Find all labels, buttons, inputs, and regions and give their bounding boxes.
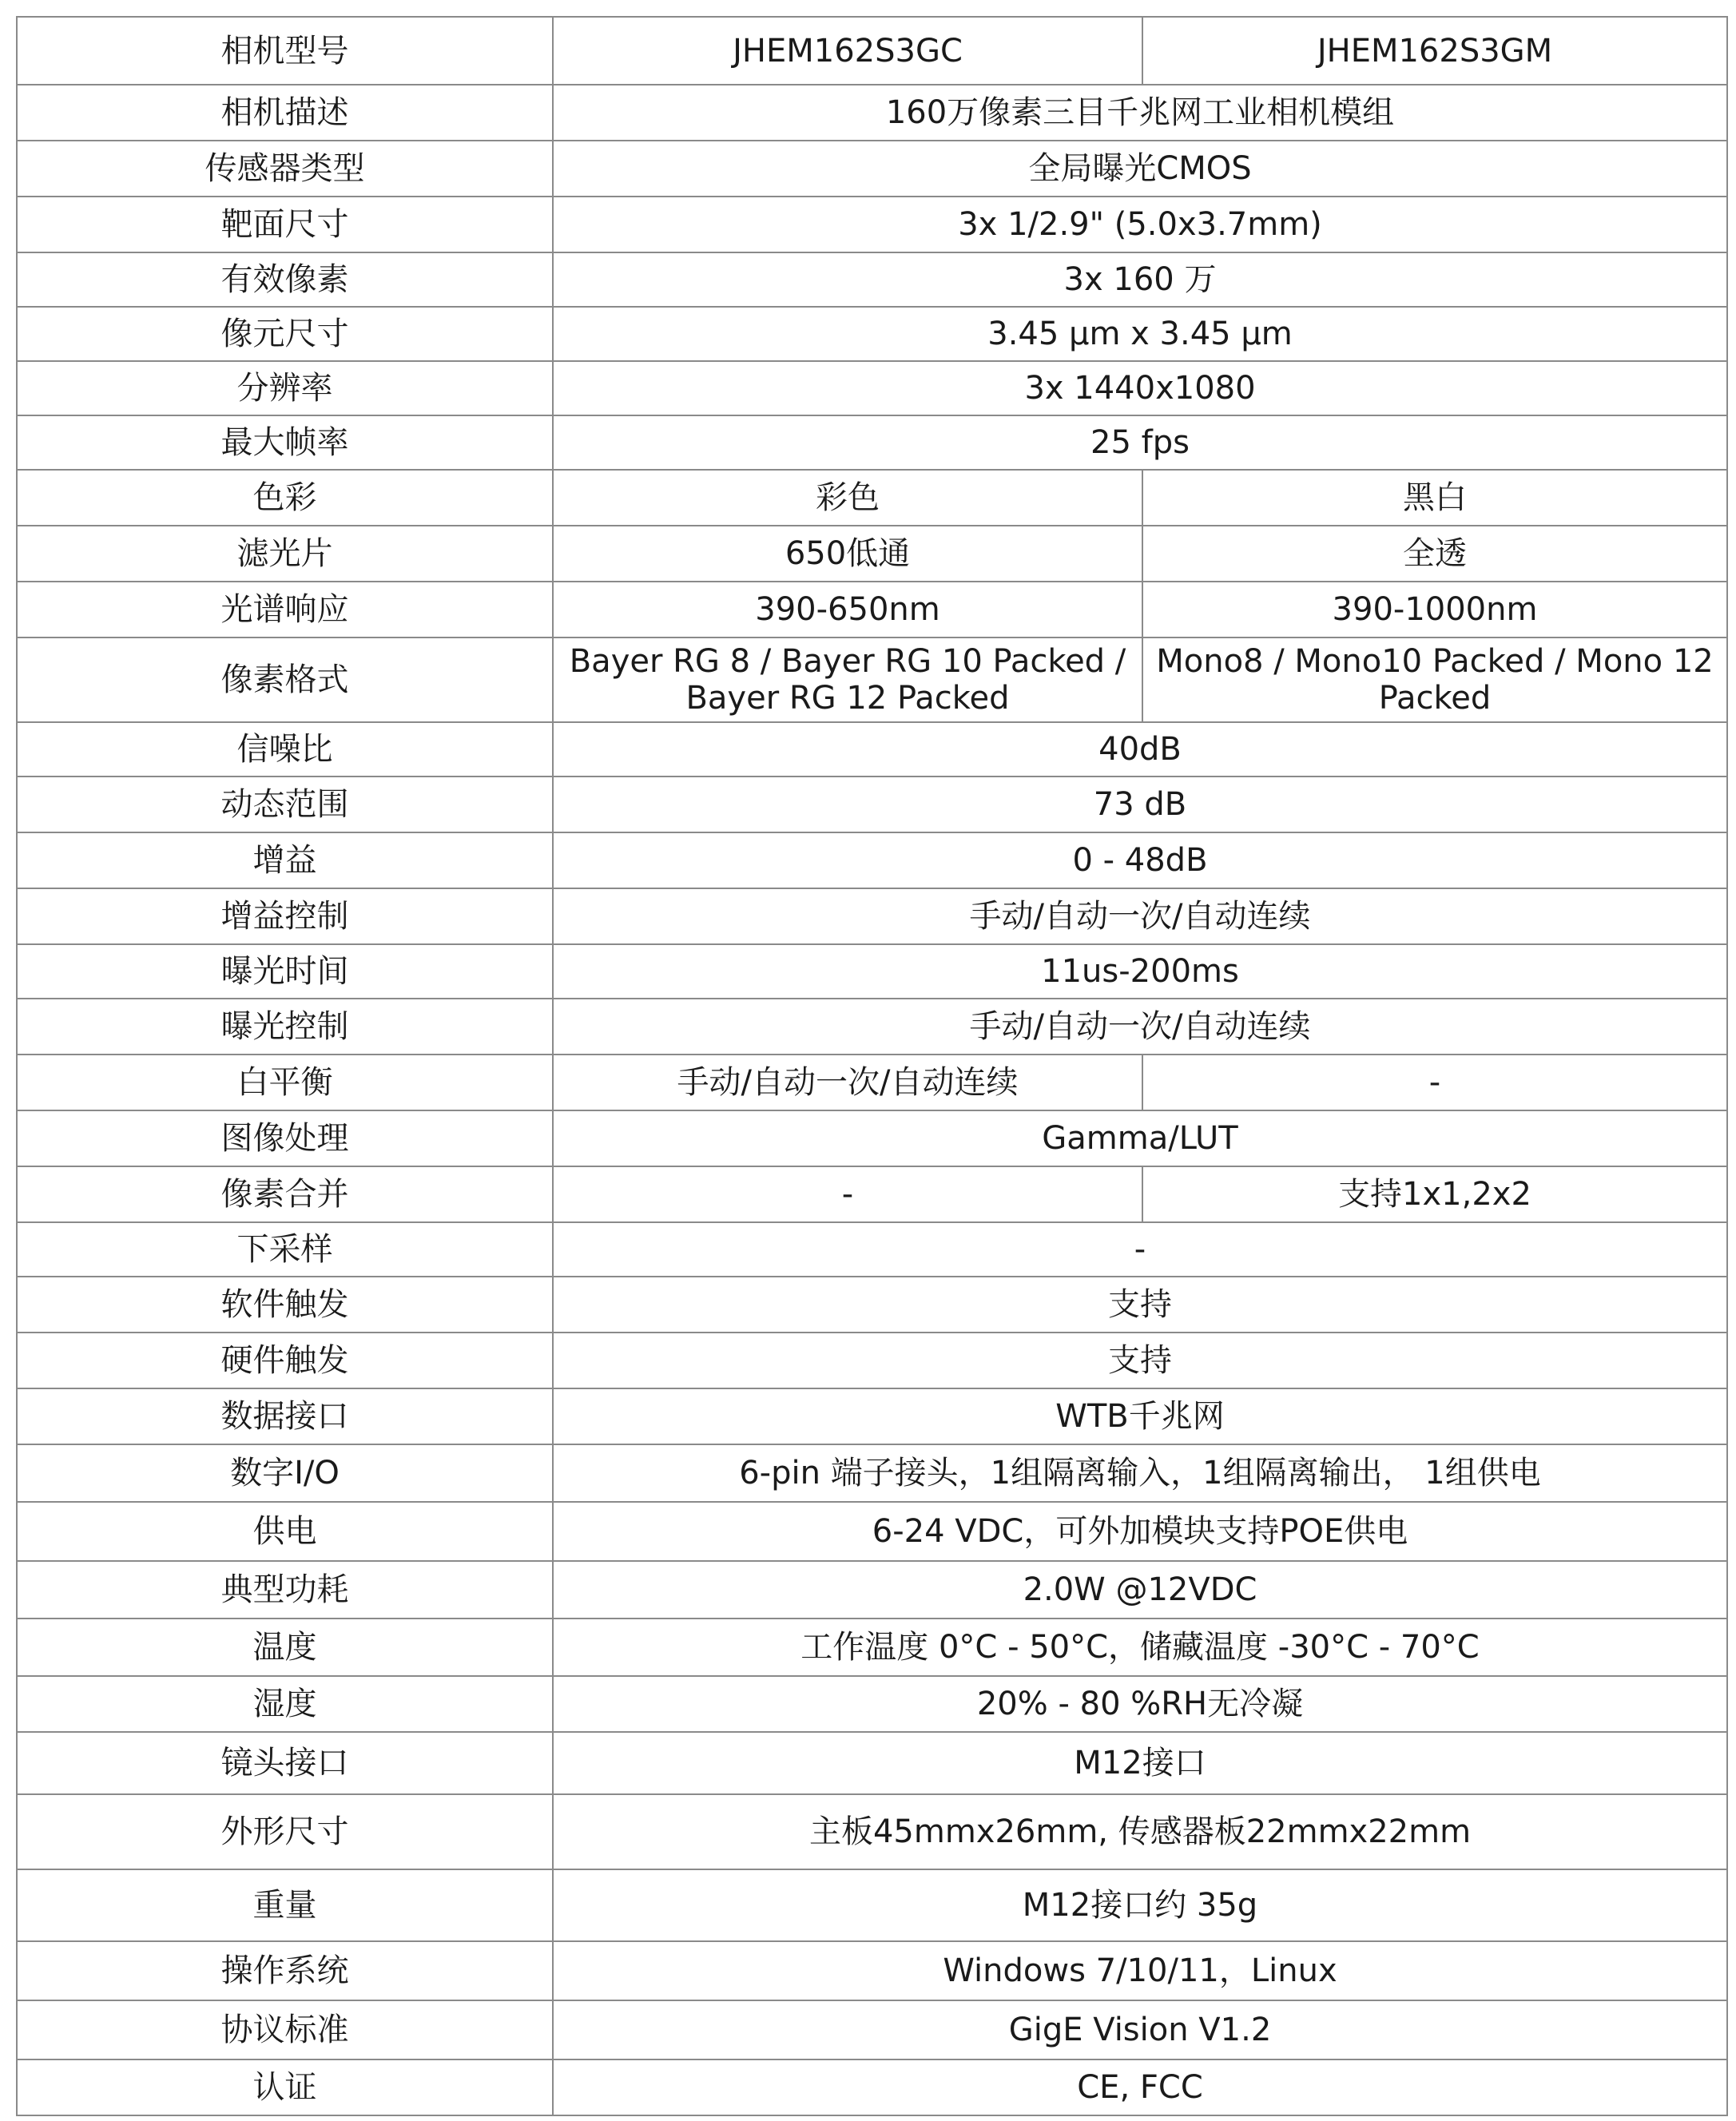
row-value-gm: 支持1x1,2x2 [1142,1166,1727,1222]
row-label: 图像处理 [17,1110,553,1166]
row-label: 靶面尺寸 [17,197,553,252]
row-label: 数字I/O [17,1444,553,1502]
table-row [17,1222,1727,1277]
row-value: 3x 1/2.9" (5.0x3.7mm) [553,197,1727,252]
row-label: 分辨率 [17,361,553,415]
row-label: 色彩 [17,470,553,526]
row-label: 相机描述 [17,85,553,141]
row-value-gc: 彩色 [553,470,1142,526]
row-value: 支持 [553,1333,1727,1388]
row-label: 光谱响应 [17,582,553,637]
table-row [17,1676,1727,1732]
table-row [17,1502,1727,1561]
row-label: 协议标准 [17,2000,553,2059]
table-row [17,777,1727,832]
row-value-gc: 390-650nm [553,582,1142,637]
table-row [17,307,1727,361]
row-label: 下采样 [17,1222,553,1277]
row-label: 滤光片 [17,526,553,582]
row-label: 重量 [17,1869,553,1941]
row-value: CE, FCC [553,2059,1727,2115]
row-value: 工作温度 0°C - 50°C，储藏温度 -30°C - 70°C [553,1619,1727,1676]
table-row [17,1110,1727,1166]
row-label: 软件触发 [17,1277,553,1333]
row-label: 数据接口 [17,1388,553,1444]
table-row [17,1869,1727,1941]
row-label: 操作系统 [17,1941,553,2000]
table-row [17,1561,1727,1619]
table-row [17,722,1727,777]
row-value: 160万像素三目千兆网工业相机模组 [553,85,1727,141]
table-row [17,141,1727,197]
table-row [17,944,1727,999]
row-label: 白平衡 [17,1055,553,1110]
row-label: 最大帧率 [17,415,553,470]
row-value-gc: 650低通 [553,526,1142,582]
row-label: 曝光时间 [17,944,553,999]
table-row [17,2059,1727,2115]
row-label: 增益控制 [17,888,553,944]
row-value: 0 - 48dB [553,832,1727,888]
model-gm: JHEM162S3GM [1142,17,1727,85]
table-row [17,1333,1727,1388]
row-value: - [553,1222,1727,1277]
row-value-gm: - [1142,1055,1727,1110]
table-row [17,2000,1727,2059]
table-row [17,582,1727,637]
row-label: 供电 [17,1502,553,1561]
row-value: Windows 7/10/11，Linux [553,1941,1727,2000]
row-label: 镜头接口 [17,1732,553,1794]
row-label: 像素格式 [17,637,553,722]
row-value: 支持 [553,1277,1727,1333]
row-value: 3x 1440x1080 [553,361,1727,415]
table-row [17,1794,1727,1869]
row-value-gm: Mono8 / Mono10 Packed / Mono 12 Packed [1142,637,1727,722]
row-label: 传感器类型 [17,141,553,197]
row-value: 2.0W @12VDC [553,1561,1727,1619]
row-value: 11us-200ms [553,944,1727,999]
row-label: 湿度 [17,1676,553,1732]
table-row [17,1619,1727,1676]
row-label: 典型功耗 [17,1561,553,1619]
model-gc: JHEM162S3GC [553,17,1142,85]
spec-table-body [17,17,1727,2115]
row-value: M12接口约 35g [553,1869,1727,1941]
row-value: 73 dB [553,777,1727,832]
row-label: 外形尺寸 [17,1794,553,1869]
row-label: 硬件触发 [17,1333,553,1388]
row-value: Gamma/LUT [553,1110,1727,1166]
row-value-gc: Bayer RG 8 / Bayer RG 10 Packed / Bayer RG 12 Packed [553,637,1142,722]
table-row [17,526,1727,582]
row-label: 有效像素 [17,252,553,307]
row-value: 手动/自动一次/自动连续 [553,888,1727,944]
table-row [17,1732,1727,1794]
row-value-gm: 全透 [1142,526,1727,582]
table-row [17,470,1727,526]
table-row [17,1444,1727,1502]
row-value: 主板45mmx26mm, 传感器板22mmx22mm [553,1794,1727,1869]
row-label: 像素合并 [17,1166,553,1222]
row-value: 3.45 µm x 3.45 µm [553,307,1727,361]
table-row [17,637,1727,722]
row-value: 6-pin 端子接头，1组隔离输入，1组隔离输出， 1组供电 [553,1444,1727,1502]
row-value: 6-24 VDC，可外加模块支持POE供电 [553,1502,1727,1561]
table-row [17,85,1727,141]
table-row [17,415,1727,470]
table-row [17,1388,1727,1444]
row-value-gc: - [553,1166,1142,1222]
table-row [17,361,1727,415]
spec-table [16,16,1728,2116]
row-value: WTB千兆网 [553,1388,1727,1444]
row-label: 动态范围 [17,777,553,832]
table-row [17,1277,1727,1333]
header-row [17,17,1727,85]
table-row [17,999,1727,1055]
row-value-gc: 手动/自动一次/自动连续 [553,1055,1142,1110]
row-value: 手动/自动一次/自动连续 [553,999,1727,1055]
row-value: 40dB [553,722,1727,777]
row-label: 信噪比 [17,722,553,777]
row-value: 20% - 80 %RH无冷凝 [553,1676,1727,1732]
header-label: 相机型号 [17,17,553,85]
row-value: 全局曝光CMOS [553,141,1727,197]
table-row [17,197,1727,252]
row-value: 3x 160 万 [553,252,1727,307]
table-row [17,1941,1727,2000]
row-label: 像元尺寸 [17,307,553,361]
row-value: M12接口 [553,1732,1727,1794]
row-value: GigE Vision V1.2 [553,2000,1727,2059]
table-row [17,888,1727,944]
row-label: 增益 [17,832,553,888]
row-label: 认证 [17,2059,553,2115]
table-row [17,832,1727,888]
row-label: 温度 [17,1619,553,1676]
row-value-gm: 黑白 [1142,470,1727,526]
table-row [17,1055,1727,1110]
table-row [17,252,1727,307]
row-value: 25 fps [553,415,1727,470]
row-value-gm: 390-1000nm [1142,582,1727,637]
row-label: 曝光控制 [17,999,553,1055]
table-row [17,1166,1727,1222]
